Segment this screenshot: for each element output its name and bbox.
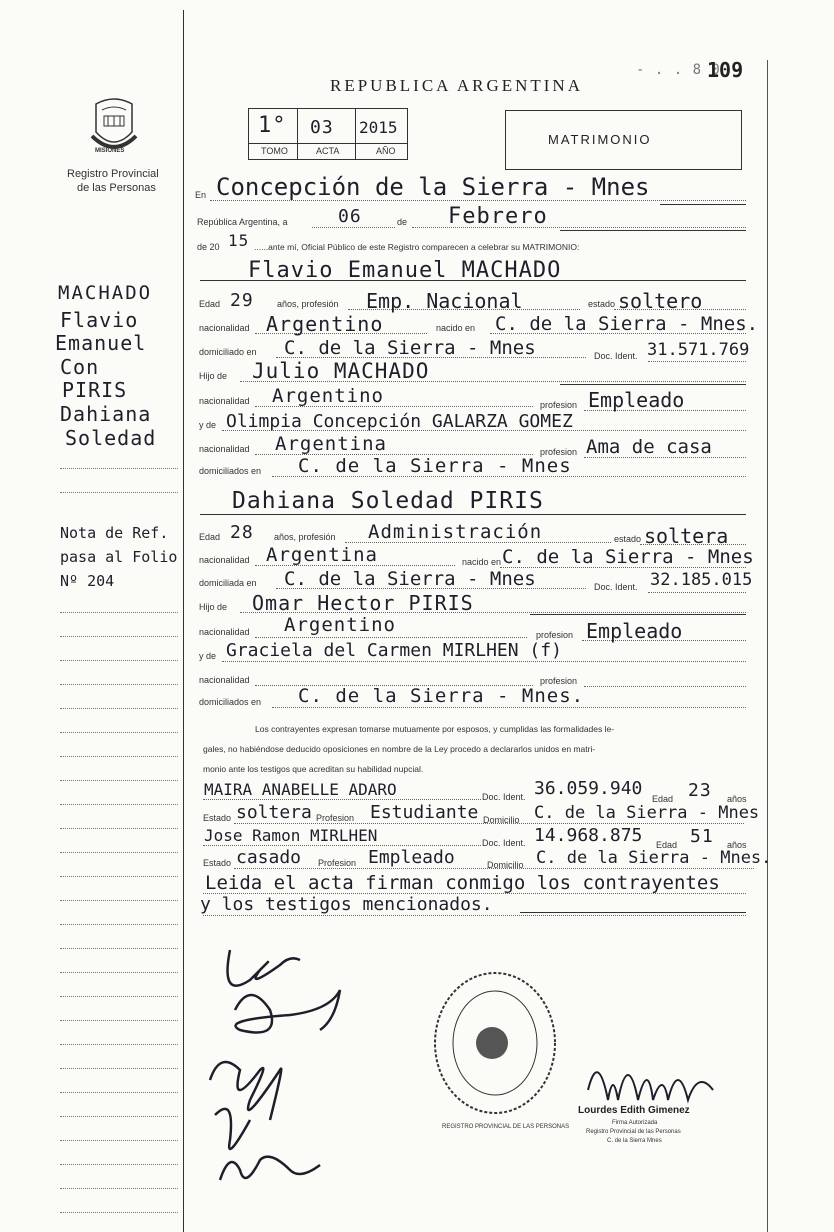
bride-born-in: C. de la Sierra - Mnes xyxy=(502,546,754,568)
seal-caption: MISIONES xyxy=(95,148,125,154)
official-org: Registro Provincial de las Personas xyxy=(586,1129,681,1135)
label-nac-bride: nacionalidad xyxy=(199,555,250,565)
bride-doc: 32.185.015 xyxy=(650,570,753,590)
groom-age: 29 xyxy=(230,290,254,311)
witness1-age: 23 xyxy=(688,780,712,801)
groom-father: Julio MACHADO xyxy=(252,359,430,383)
label-w2-edad: Edad xyxy=(656,840,678,850)
margin-dotted-line xyxy=(60,1212,178,1213)
witness2-domicile: C. de la Sierra - Mnes. xyxy=(536,848,772,868)
label-w1-edad: Edad xyxy=(652,794,674,804)
margin-dotted-line xyxy=(60,1068,178,1069)
label-profesion-father: profesion xyxy=(540,400,578,410)
margin-dotted-line xyxy=(60,756,178,757)
provincial-seal xyxy=(88,92,140,154)
official-stamp xyxy=(430,968,560,1118)
margin-dotted-line xyxy=(60,780,178,781)
margin-name-bride-1: Dahiana xyxy=(60,402,152,426)
margin-surname-groom: MACHADO xyxy=(58,282,153,304)
witness1-status: soltera xyxy=(236,802,312,823)
acta-value: 03 xyxy=(310,117,334,138)
witness2-age: 51 xyxy=(690,826,714,847)
margin-dotted-line xyxy=(60,1140,178,1141)
label-en: En xyxy=(195,190,207,200)
closing-line-2: y los testigos mencionados. xyxy=(200,894,493,915)
margin-dotted-line xyxy=(60,1164,178,1165)
margin-note-1: Nota de Ref. xyxy=(60,524,169,542)
label-nac-father: nacionalidad xyxy=(199,396,250,406)
label-nac-bride-mother: nacionalidad xyxy=(199,675,250,685)
label-doc-ident: Doc. Ident. xyxy=(594,351,638,361)
label-domiciliados: domiciliados en xyxy=(199,466,262,476)
groom-born-in: C. de la Sierra - Mnes. xyxy=(495,313,759,335)
right-margin-line xyxy=(767,60,768,1232)
anio-value: 2015 xyxy=(359,118,398,137)
bride-domicile: C. de la Sierra - Mnes xyxy=(284,568,536,590)
margin-dotted-line xyxy=(60,684,178,685)
margin-dotted-line xyxy=(60,1116,178,1117)
groom-parents-domicile: C. de la Sierra - Mnes xyxy=(298,455,572,477)
witness2-status: casado xyxy=(236,847,302,868)
margin-dotted-line xyxy=(60,852,178,853)
label-estado: estado xyxy=(588,299,616,309)
groom-nationality: Argentino xyxy=(266,312,384,336)
anio-label: AÑO xyxy=(376,146,396,156)
official-name: Lourdes Edith Gimenez xyxy=(578,1105,690,1116)
margin-dotted-line xyxy=(60,1188,178,1189)
place: Concepción de la Sierra - Mnes xyxy=(216,173,650,201)
label-prof-bride-mother: profesion xyxy=(540,676,578,686)
label-estado-bride: estado xyxy=(614,534,642,544)
margin-dotted-line xyxy=(60,1092,178,1093)
label-w2-profesion: Profesion xyxy=(318,858,357,868)
label-nac-bride-father: nacionalidad xyxy=(199,627,250,637)
label-domiciliados-bride: domiciliados en xyxy=(199,697,262,707)
label-nac-mother: nacionalidad xyxy=(199,444,250,454)
date-day: 06 xyxy=(338,206,362,227)
groom-father-profession: Empleado xyxy=(588,388,685,412)
margin-dotted-line xyxy=(60,468,178,469)
tomo-value: 1° xyxy=(258,113,287,138)
margin-dotted-line xyxy=(60,924,178,925)
margin-dotted-line xyxy=(60,660,178,661)
label-w1-domicilio: Domicilio xyxy=(483,815,520,825)
page-number-faint: - . . 8 0 xyxy=(636,62,721,78)
groom-status: soltero xyxy=(618,289,703,313)
witness1-profession: Estudiante xyxy=(370,802,479,823)
label-w1-doc: Doc. Ident. xyxy=(482,792,526,802)
label-nacida-en: nacido en xyxy=(462,557,502,567)
date-month: Febrero xyxy=(448,204,548,229)
label-hijo-bride: Hijo de xyxy=(199,602,228,612)
page-number: 109 xyxy=(707,58,744,82)
margin-dotted-line xyxy=(60,900,178,901)
groom-mother-profession: Ama de casa xyxy=(586,436,712,458)
signatures xyxy=(190,920,390,1220)
bride-full-name: Dahiana Soledad PIRIS xyxy=(232,488,544,514)
margin-dotted-line xyxy=(60,1044,178,1045)
witness1-domicile: C. de la Sierra - Mnes xyxy=(534,803,760,823)
witness1-doc: 36.059.940 xyxy=(534,778,643,799)
stamp-text: REGISTRO PROVINCIAL DE LAS PERSONAS xyxy=(442,1124,570,1130)
label-w1-estado: Estado xyxy=(203,813,232,823)
bride-father-nationality: Argentino xyxy=(284,614,396,636)
closing-line-1: Leida el acta firman conmigo los contrayentes xyxy=(205,872,720,894)
label-y-de: y de xyxy=(199,420,217,430)
margin-dotted-line xyxy=(60,1020,178,1021)
label-doc-bride: Doc. Ident. xyxy=(594,582,638,592)
official-office: C. de la Sierra Mnes xyxy=(607,1138,662,1144)
bride-father-profession: Empleado xyxy=(586,619,683,643)
margin-dotted-line xyxy=(60,828,178,829)
label-domiciliado: domiciliado en xyxy=(199,347,257,357)
groom-father-nationality: Argentino xyxy=(272,385,384,407)
bride-profession: Administración xyxy=(368,521,543,543)
registry-name-2: de las Personas xyxy=(77,182,156,194)
margin-surname-bride: PIRIS xyxy=(62,378,128,402)
margin-dotted-line xyxy=(60,612,178,613)
margin-dotted-line xyxy=(60,972,178,973)
label-prof-bride-father: profesion xyxy=(536,630,574,640)
bride-parents-domicile: C. de la Sierra - Mnes. xyxy=(298,685,585,707)
margin-dotted-line xyxy=(60,804,178,805)
registry-name-1: Registro Provincial xyxy=(67,168,159,180)
label-w1-anos: años xyxy=(727,794,747,804)
margin-note-2: pasa al Folio xyxy=(60,548,178,566)
label-ante-mi: ......ante mí, Oficial Público de este Registro comparecen a celebrar su MATRIMONIO: xyxy=(254,242,580,252)
label-de-20: de 20 xyxy=(197,242,220,252)
margin-dotted-line xyxy=(60,876,178,877)
label-de: de xyxy=(397,217,408,227)
label-w2-anos: años xyxy=(727,840,747,850)
margin-dotted-line xyxy=(60,732,178,733)
acta-label: ACTA xyxy=(316,146,340,156)
label-nacido-en: nacido en xyxy=(436,323,476,333)
tomo-label: TOMO xyxy=(261,146,288,156)
text-contrayentes-2: gales, no habiéndose deducido oposiciones en nombre de la Ley procedo a declararlos unidos en matri- xyxy=(203,744,596,754)
margin-dotted-line xyxy=(60,492,178,493)
text-contrayentes-1: Los contrayentes expresan tomarse mutuamente por esposos, y cumplidas las formalidades le- xyxy=(255,724,615,734)
label-edad-bride: Edad xyxy=(199,532,221,542)
page-title: REPUBLICA ARGENTINA xyxy=(330,76,583,95)
bride-father: Omar Hector PIRIS xyxy=(252,591,474,615)
margin-line xyxy=(183,10,184,1232)
margin-name-bride-2: Soledad xyxy=(65,426,157,450)
bride-age: 28 xyxy=(230,522,254,543)
margin-name-groom-2: Emanuel xyxy=(55,331,147,355)
groom-domicile: C. de la Sierra - Mnes xyxy=(284,337,536,359)
groom-full-name: Flavio Emanuel MACHADO xyxy=(248,258,562,283)
witness2-doc: 14.968.875 xyxy=(534,825,643,846)
margin-dotted-line xyxy=(60,708,178,709)
label-w2-estado: Estado xyxy=(203,858,232,868)
label-nacionalidad: nacionalidad xyxy=(199,323,250,333)
margin-note-3: Nº 204 xyxy=(60,572,115,590)
date-year: 15 xyxy=(228,231,250,250)
witness2-name: Jose Ramon MIRLHEN xyxy=(204,826,378,845)
doc-type: MATRIMONIO xyxy=(548,132,652,147)
label-anos-bride: años, profesión xyxy=(274,532,336,542)
label-edad: Edad xyxy=(199,299,221,309)
witness2-profession: Empleado xyxy=(368,847,455,868)
official-role: Firma Autorizada xyxy=(612,1120,658,1126)
groom-mother: Olimpia Concepción GALARZA GOMEZ xyxy=(226,411,573,432)
margin-dotted-line xyxy=(60,996,178,997)
bride-status: soltera xyxy=(644,524,729,548)
groom-mother-nationality: Argentina xyxy=(275,433,387,455)
margin-con: Con xyxy=(60,355,100,379)
label-y-de-bride: y de xyxy=(199,651,217,661)
margin-dotted-line xyxy=(60,948,178,949)
label-domiciliada: domiciliada en xyxy=(199,578,257,588)
margin-dotted-line xyxy=(60,636,178,637)
label-w2-doc: Doc. Ident. xyxy=(482,838,526,848)
margin-name-groom-1: Flavio xyxy=(60,308,139,332)
bride-nationality: Argentina xyxy=(266,544,378,566)
label-anos-profesion: años, profesión xyxy=(277,299,339,309)
label-w2-domicilio: Domicilio xyxy=(487,860,524,870)
label-w1-profesion: Profesion xyxy=(316,813,355,823)
bride-mother: Graciela del Carmen MIRLHEN (f) xyxy=(226,640,562,661)
groom-profession: Emp. Nacional xyxy=(366,289,523,313)
label-republica: República Argentina, a xyxy=(197,217,288,227)
witness1-name: MAIRA ANABELLE ADARO xyxy=(204,780,397,799)
label-profesion-mother: profesion xyxy=(540,447,578,457)
text-contrayentes-3: monio ante los testigos que acreditan su habilidad nupcial. xyxy=(203,764,424,774)
label-hijo-de: Hijo de xyxy=(199,371,228,381)
groom-doc: 31.571.769 xyxy=(647,340,750,360)
